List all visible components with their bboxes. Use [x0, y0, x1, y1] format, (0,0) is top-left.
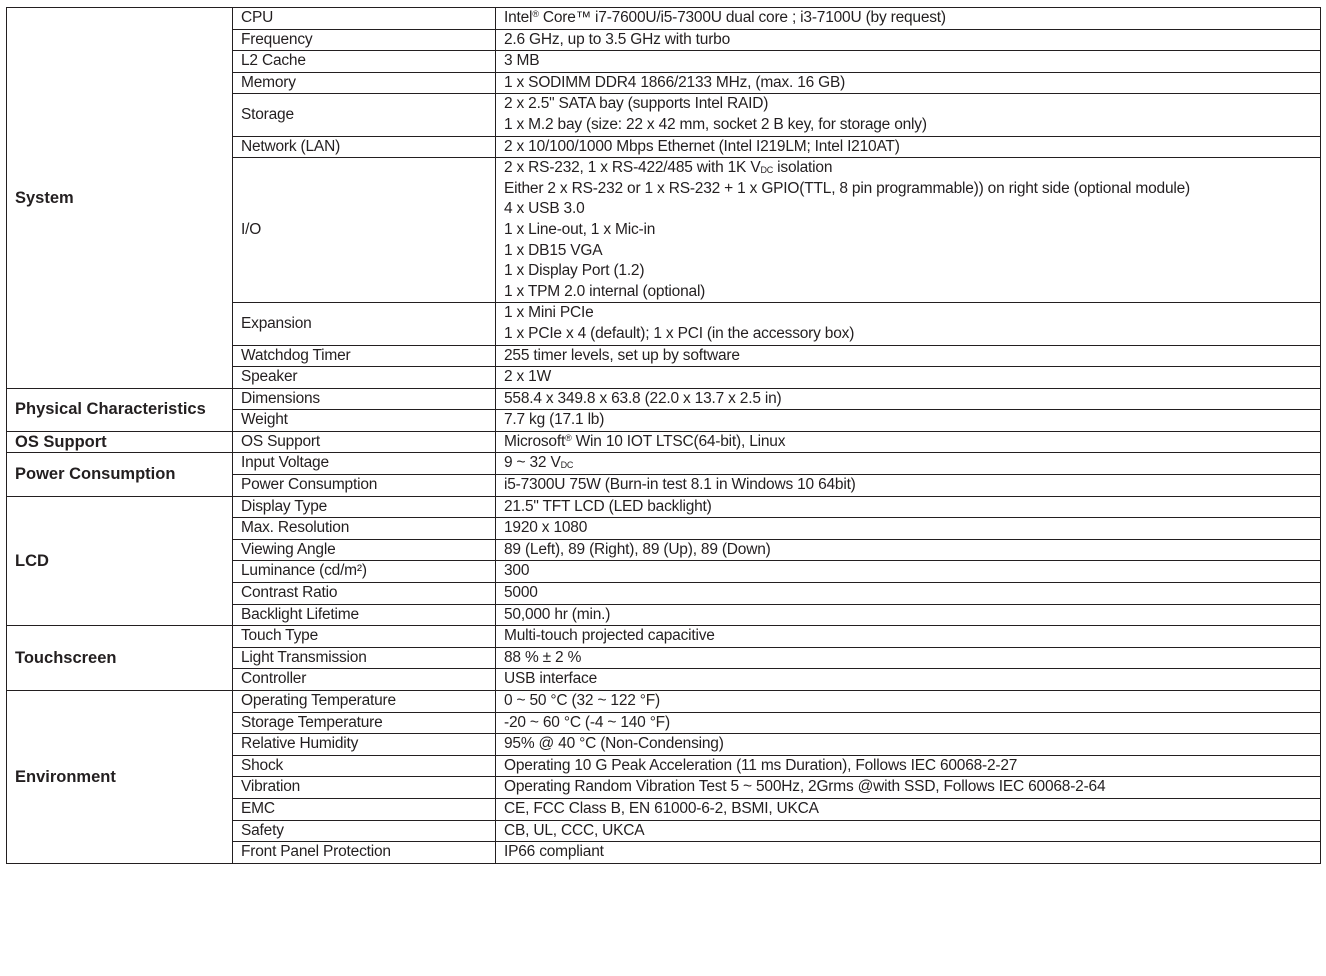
spec-item-label: Operating Temperature	[233, 691, 496, 713]
spec-value	[496, 604, 1321, 626]
spec-item-label: Speaker	[233, 367, 496, 389]
spec-value-line: 1 x TPM 2.0 internal (optional)	[504, 282, 706, 300]
spec-item-label: Touch Type	[233, 626, 496, 648]
spec-item-label: Luminance (cd/m²)	[233, 561, 496, 583]
spec-item-label: Expansion	[233, 303, 496, 345]
spec-item-label: Weight	[233, 410, 496, 432]
spec-item-label: Input Voltage	[233, 453, 496, 475]
spec-table	[6, 7, 1321, 864]
spec-value-line: -20 ~ 60 °C (-4 ~ 140 °F)	[504, 713, 670, 731]
spec-value-line: Intel® Core™ i7-7600U/i5-7300U dual core ; i3-7100U (by request)	[504, 9, 946, 26]
spec-value-line: Operating 10 G Peak Acceleration (11 ms Duration), Follows IEC 60068-2-27	[504, 756, 1018, 774]
spec-value-line: 9 ~ 32 $V_{DC}$	[504, 454, 574, 472]
spec-value-line: 1 x Display Port (1.2)	[504, 262, 645, 280]
spec-value-line: 1 x DB15 VGA	[504, 241, 603, 259]
spec-item-label: Storage	[233, 94, 496, 136]
spec-value	[496, 734, 1321, 756]
spec-value-line: 3 MB	[504, 52, 540, 70]
spec-value	[496, 367, 1321, 389]
spec-value	[496, 647, 1321, 669]
spec-item-label: Network (LAN)	[233, 136, 496, 158]
spec-row	[7, 691, 1321, 713]
spec-value-line: 2 x 2.5" SATA bay (supports Intel RAID)	[504, 95, 769, 113]
spec-item-label: EMC	[233, 798, 496, 820]
spec-item-label: Frequency	[233, 29, 496, 51]
spec-row	[7, 431, 1321, 453]
spec-row	[7, 496, 1321, 518]
spec-item-label: Safety	[233, 820, 496, 842]
spec-value-line: 95% @ 40 °C (Non-Condensing)	[504, 735, 724, 753]
spec-value-line: USB interface	[504, 670, 598, 688]
spec-value-line: 1 x M.2 bay (size: 22 x 42 mm, socket 2 B key, for storage only)	[504, 115, 927, 133]
spec-value-line: IP66 compliant	[504, 843, 604, 861]
spec-item-label: L2 Cache	[233, 51, 496, 73]
spec-item-label: Shock	[233, 755, 496, 777]
spec-value-line: 88 % ± 2 %	[504, 648, 582, 666]
category-label: Power Consumption	[7, 453, 233, 496]
category-label: LCD	[7, 496, 233, 626]
spec-value	[496, 136, 1321, 158]
category-label: Touchscreen	[7, 626, 233, 691]
spec-item-label: Storage Temperature	[233, 712, 496, 734]
category-label: Environment	[7, 691, 233, 864]
spec-value-line: 4 x USB 3.0	[504, 200, 585, 218]
spec-row	[7, 8, 1321, 30]
spec-value	[496, 158, 1321, 303]
spec-value-line: CE, FCC Class B, EN 61000-6-2, BSMI, UKCA	[504, 799, 819, 817]
spec-item-label: Backlight Lifetime	[233, 604, 496, 626]
spec-value	[496, 431, 1321, 453]
spec-value-line: 89 (Left), 89 (Right), 89 (Up), 89 (Down)	[504, 540, 771, 558]
spec-value	[496, 303, 1321, 345]
spec-value	[496, 518, 1321, 540]
spec-value-line: i5-7300U 75W (Burn-in test 8.1 in Windows 10 64bit)	[504, 476, 856, 494]
spec-value-line: Either 2 x RS-232 or 1 x RS-232 + 1 x GPIO(TTL, 8 pin programmable)) on right side (optional module)	[504, 179, 1190, 197]
spec-value	[496, 8, 1321, 30]
spec-value-line: CB, UL, CCC, UKCA	[504, 821, 645, 839]
spec-value-line: 21.5" TFT LCD (LED backlight)	[504, 497, 712, 515]
spec-value-line: 255 timer levels, set up by software	[504, 346, 740, 364]
spec-item-label: Watchdog Timer	[233, 345, 496, 367]
spec-value-line: 5000	[504, 584, 538, 602]
category-label: OS Support	[7, 431, 233, 453]
spec-value	[496, 388, 1321, 410]
spec-value-line: Multi-touch projected capacitive	[504, 627, 715, 645]
spec-item-label: Power Consumption	[233, 475, 496, 497]
spec-value	[496, 29, 1321, 51]
spec-value	[496, 820, 1321, 842]
spec-item-label: Contrast Ratio	[233, 583, 496, 605]
spec-value	[496, 669, 1321, 691]
spec-value	[496, 755, 1321, 777]
spec-item-label: Display Type	[233, 496, 496, 518]
spec-value-line: 300	[504, 562, 530, 580]
spec-row	[7, 626, 1321, 648]
spec-value	[496, 842, 1321, 864]
spec-value	[496, 561, 1321, 583]
category-label: Physical Characteristics	[7, 388, 233, 431]
spec-value	[496, 345, 1321, 367]
spec-value	[496, 51, 1321, 73]
spec-value-line: 2 x RS-232, 1 x RS-422/485 with 1K $V_{DC}$ isolation	[504, 159, 833, 177]
spec-item-label: Memory	[233, 72, 496, 94]
spec-value-line: 2 x 10/100/1000 Mbps Ethernet (Intel I219LM; Intel I210AT)	[504, 137, 900, 155]
spec-value-line: 558.4 x 349.8 x 63.8 (22.0 x 13.7 x 2.5 in)	[504, 389, 782, 407]
spec-value	[496, 798, 1321, 820]
spec-item-label: Max. Resolution	[233, 518, 496, 540]
spec-value-line: 1 x Mini PCIe	[504, 304, 594, 322]
spec-value	[496, 583, 1321, 605]
spec-value	[496, 626, 1321, 648]
spec-value-line: 1920 x 1080	[504, 519, 588, 537]
spec-value	[496, 453, 1321, 475]
spec-item-label: Dimensions	[233, 388, 496, 410]
spec-row	[7, 388, 1321, 410]
spec-value-line: Microsoft® Win 10 IOT LTSC(64-bit), Linux	[504, 432, 786, 450]
spec-value	[496, 496, 1321, 518]
spec-value-line: 1 x SODIMM DDR4 1866/2133 MHz, (max. 16 GB)	[504, 73, 846, 91]
spec-value	[496, 410, 1321, 432]
spec-item-label: Controller	[233, 669, 496, 691]
spec-value	[496, 539, 1321, 561]
spec-value	[496, 691, 1321, 713]
spec-item-label: Viewing Angle	[233, 539, 496, 561]
spec-value-line: 7.7 kg (17.1 lb)	[504, 411, 605, 429]
spec-value-line: 2 x 1W	[504, 368, 552, 386]
spec-item-label: I/O	[233, 158, 496, 303]
spec-value	[496, 712, 1321, 734]
spec-value	[496, 94, 1321, 136]
spec-row	[7, 453, 1321, 475]
spec-value-line: 50,000 hr (min.)	[504, 605, 611, 623]
spec-value-line: 1 x PCIe x 4 (default); 1 x PCI (in the accessory box)	[504, 324, 855, 342]
spec-item-label: OS Support	[233, 431, 496, 453]
spec-value	[496, 475, 1321, 497]
spec-value-line: Operating Random Vibration Test 5 ~ 500Hz, 2Grms @with SSD, Follows IEC 60068-2-64	[504, 778, 1106, 796]
spec-table-body	[7, 8, 1321, 864]
spec-value-line: 1 x Line-out, 1 x Mic-in	[504, 220, 656, 238]
spec-value-line: 2.6 GHz, up to 3.5 GHz with turbo	[504, 30, 731, 48]
spec-item-label: Front Panel Protection	[233, 842, 496, 864]
spec-item-label: Light Transmission	[233, 647, 496, 669]
category-label: System	[7, 8, 233, 389]
spec-item-label: CPU	[233, 8, 496, 30]
spec-value	[496, 72, 1321, 94]
spec-value-line: 0 ~ 50 °C (32 ~ 122 °F)	[504, 692, 660, 709]
spec-item-label: Vibration	[233, 777, 496, 799]
spec-item-label: Relative Humidity	[233, 734, 496, 756]
spec-value	[496, 777, 1321, 799]
